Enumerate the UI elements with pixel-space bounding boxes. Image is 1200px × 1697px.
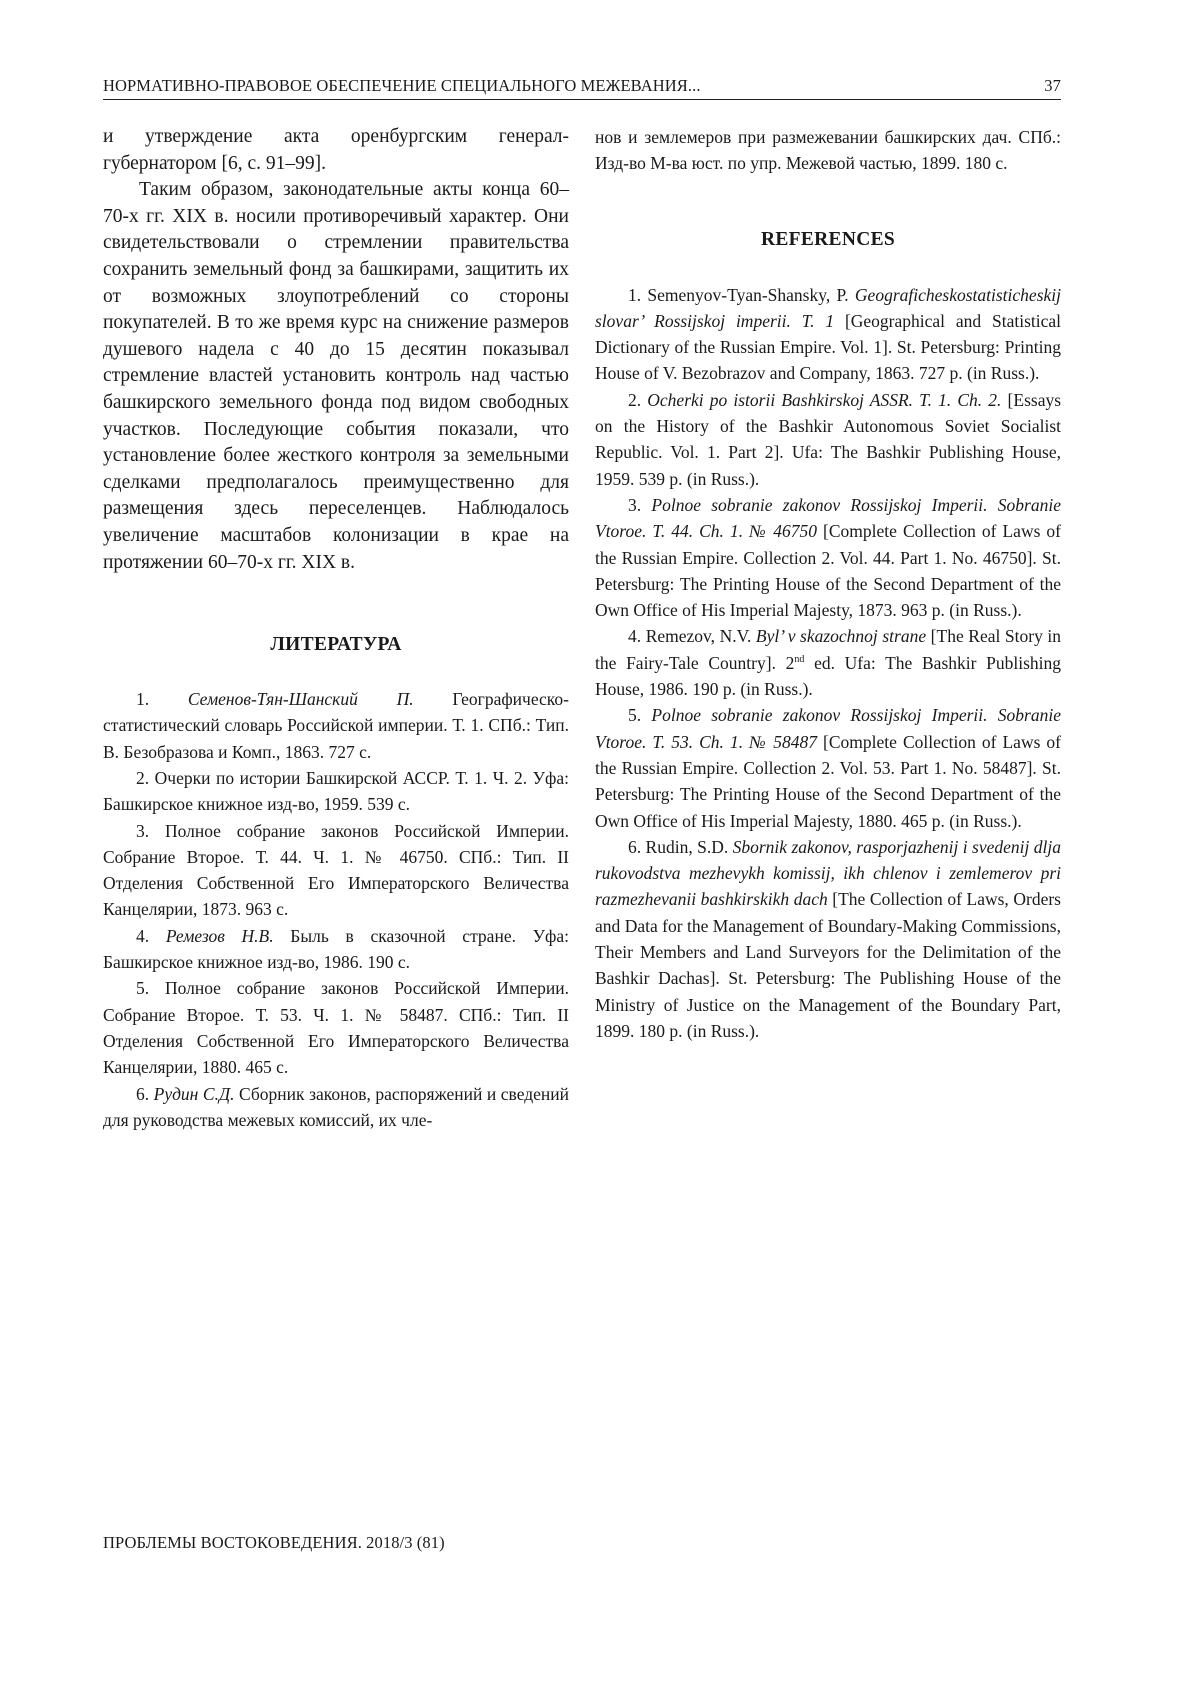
ref-title: Geograficheskostatisticheskij slovar’ Rossijskoj imperii. T. 1 [595,284,1061,331]
article-body [103,124,569,576]
reference-item: 5. Polnoe sobranie zakonov Rossijskoj Imperii. Sobranie Vtoroe. T. 53. Ch. 1. № 58487 [Complete Collection of Laws of the Russian Empire. Collection 2. Vol. 53. Part 1. No. 58487]. St. Petersburg: The Printing House of the Second Department of the Own Office of His Imperial Majesty, 1880. 465 p. (in Russ.). [595,705,1061,831]
reference-item: 3. Polnoe sobranie zakonov Rossijskoj Imperii. Sobranie Vtoroe. T. 44. Ch. 1. № 46750 [Complete Collection of Laws of the Russian Empire. Collection 2. Vol. 44. Part 1. No. 46750]. St. Petersburg: The Printing House of the Second Department of the Own Office of His Imperial Majesty, 1873. 963 p. (in Russ.). [595,494,1061,621]
ref-author: Ремезов Н.В. [165,925,274,946]
references-list [595,282,1061,1045]
literature-item: 1. Семенов-Тян-Шанский П. Географическо-статистический словарь Российской империи. Т. 1. СПб.: Тип. В. Безобразова и Комп., 1863. 727 с. [103,689,569,762]
literature-item: 5. Полное собрание законов Российской Империи. Собрание Второе. Т. 53. Ч. 1. № 58487. СПб.: Тип. II Отделения Собственной Его Императорского Величества Канцелярии, 1880. 465 с. [103,978,570,1078]
literature-item-continuation: нов и землемеров при размежевании башкирских дач. СПб.: Изд-во М-ва юст. по упр. Межевой частью, 1899. 180 с. [595,127,1061,174]
ref-author: Семенов-Тян-Шанский П. [187,689,414,710]
ref-title: Polnoe sobranie zakonov Rossijskoj Imperii. Sobranie Vtoroe. T. 53. Ch. 1. № 58487 [595,705,1061,752]
literature-list [103,686,569,1133]
running-head-title: НОРМАТИВНО-ПРАВОВОЕ ОБЕСПЕЧЕНИЕ СПЕЦИАЛЬНОГО МЕЖЕВАНИЯ... [103,76,701,95]
references-heading: REFERENCES [760,228,896,250]
left-column [103,124,569,1133]
reference-item: 6. Rudin, S.D. Sbornik zakonov, rasporjazhenij i svedenij dlja rukovodstva mezhevykh komissij, ikh chlenov i zemlemerov pri razmezhevanii bashkirskikh dach [The Collection of Laws, Orders and Data for the Management of Boundary-Making Commissions, Their Members and Land Surveyors for the Delimitation of the Bashkir Dachas]. St. Petersburg: The Publishing House of the Ministry of Justice on the Management of the Boundary Part, 1899. 180 p. (in Russ.). [595,836,1062,1041]
body-paragraph: и утверждение акта оренбургским генерал-губернатором [6, с. 91–99]. [103,126,569,174]
body-paragraph: Таким образом, законодательные акты конца 60–70-х гг. XIX в. носили противоречивый характер. Они свидетельствовали о стремлении правительства сохранить земельный фонд за башкирами, защитить их от возможных злоупотреблений со стороны покупателей. В то же время курс на снижение размеров душевого надела с 40 до 15 десятин показывал стремление властей установить контроль над частью башкирского земельного фонда под видом свободных участков. Последующие события показали, что установление более жесткого контроля за земельными сделками предполагалось преимущественно для размещения здесь переселенцев. Наблюдалось увеличение масштабов колонизации в крае на протяжении 60–70-х гг. XIX в. [103,179,569,573]
reference-item: 1. Semenyov-Tyan-Shansky, P. Geograficheskostatisticheskij slovar’ Rossijskoj imperii. T. 1 [Geographical and Statistical Dictionary of the Russian Empire. Vol. 1]. St. Petersburg: Printing House of V. Bezobrazov and Company, 1863. 727 p. (in Russ.). [595,284,1061,384]
ref-author: Рудин С.Д. [153,1083,235,1104]
reference-item: 4. Remezov, N.V. Byl’ v skazochnoj strane [The Real Story in the Fairy-Tale Country]. 2nd ed. Ufa: The Bashkir Publishing House, 1986. 190 p. (in Russ.). [595,626,1062,700]
journal-footer: ПРОБЛЕМЫ ВОСТОКОВЕДЕНИЯ. 2018/3 (81) [103,1533,445,1552]
reference-item: 2. Ocherki po istorii Bashkirskoj ASSR. T. 1. Ch. 2. [Essays on the History of the Bashkir Autonomous Soviet Socialist Republic. Vol. 1. Part 2]. Ufa: The Bashkir Publishing House, 1959. 539 p. (in Russ.). [595,389,1062,489]
literature-item: 4. Ремезов Н.В. Быль в сказочной стране. Уфа: Башкирское книжное изд-во, 1986. 190 с. [103,925,569,973]
literature-item: 2. Очерки по истории Башкирской АССР. Т. 1. Ч. 2. Уфа: Башкирское книжное изд-во, 1959. 539 с. [103,767,570,815]
page-number: 37 [1044,76,1061,95]
ref-title: Polnoe sobranie zakonov Rossijskoj Imperii. Sobranie Vtoroe. T. 44. Ch. 1. № 46750 [595,494,1061,542]
literature-item: 6. Рудин С.Д. Сборник законов, распоряжений и сведений для руководства межевых комиссий, их чле- [103,1083,570,1130]
literature-heading: ЛИТЕРАТУРА [270,634,402,656]
right-column [595,124,1061,1044]
literature-item: 3. Полное собрание законов Российской Империи. Собрание Второе. Т. 44. Ч. 1. № 46750. СПб.: Тип. II Отделения Собственной Его Императорского Величества Канцелярии, 1873. 963 с. [103,820,570,920]
ref-title: Sbornik zakonov, rasporjazhenij i svedenij dlja rukovodstva mezhevykh komissij, ikh chlenov i zemlemerov pri razmezhevanii bashkirskikh dach [595,836,1062,910]
running-head [103,76,1061,100]
ref-title: Byl’ v skazochnoj strane [755,626,927,647]
ref-title: Ocherki po istorii Bashkirskoj ASSR. T. 1. Ch. 2. [647,389,1002,410]
literature-list-continued [595,124,1061,177]
